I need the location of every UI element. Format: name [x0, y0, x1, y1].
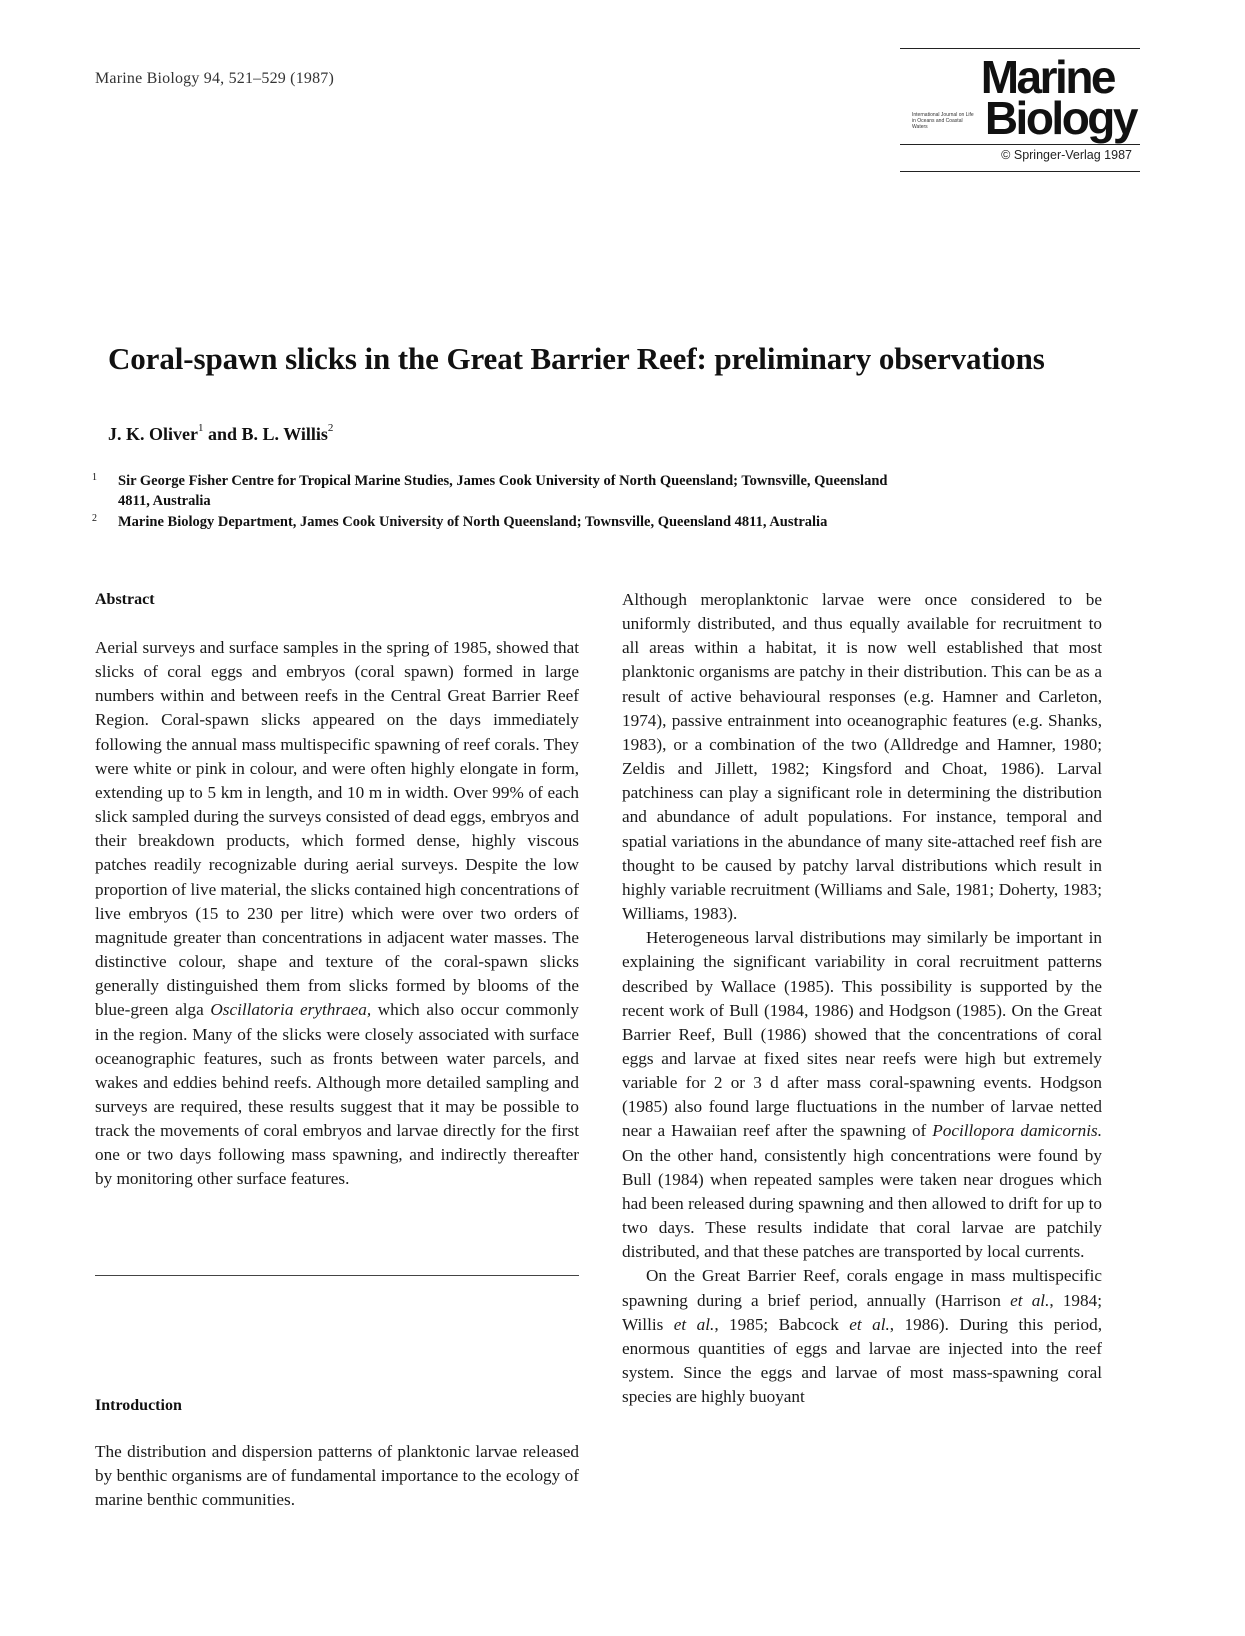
introduction-body	[95, 1440, 579, 1512]
abstract-heading: Abstract	[95, 591, 155, 608]
logo-bottom-rule	[900, 171, 1140, 172]
logo-middle-rule	[900, 144, 1140, 145]
logo-word-biology: Biology	[984, 92, 1136, 144]
logo-top-rule	[900, 48, 1140, 49]
introduction-heading: Introduction	[95, 1397, 182, 1414]
logo-tagline: International Journal on Life in Oceans and Coastal Waters	[912, 112, 974, 130]
journal-citation: Marine Biology 94, 521–529 (1987)	[95, 70, 335, 87]
article-title: Coral-spawn slicks in the Great Barrier Reef: preliminary observations	[108, 341, 1045, 376]
body-text-part: , 1985; Babcock	[714, 1314, 850, 1334]
et-al: et al.	[673, 1314, 715, 1334]
affiliation-mark: 2	[92, 513, 97, 524]
author-line	[108, 424, 333, 445]
affiliation-mark: 1	[92, 472, 97, 483]
species-name: Oscillatoria erythraea,	[210, 1000, 372, 1020]
logo-copyright: © Springer-Verlag 1987	[1001, 148, 1132, 162]
abstract-body	[95, 636, 579, 1192]
author-affiliation-mark: 2	[327, 422, 334, 434]
author-conjunction: and	[207, 424, 238, 444]
abstract-paragraph	[95, 636, 579, 1192]
body-text-part: On the Great Barrier Reef, corals engage in mass multispecific spawning during a brief period, annually (Harrison	[622, 1266, 1102, 1310]
et-al: et al.	[1010, 1290, 1050, 1310]
affiliation-2	[92, 512, 1152, 532]
abstract-text-part: which also occur commonly in the region. Many of the slicks were closely associated with surface oceanographic features, such as fronts between water parcels, and wakes and eddies behind reefs. Although more detailed sampling and surveys are required, these results suggest that it may be possible to track the movements of coral embryos and larvae directly for the first one or two days following mass spawning, and indirectly thereafter by monitoring other surface features.	[95, 1000, 579, 1189]
body-paragraph	[622, 1264, 1102, 1409]
author-name: B. L. Willis	[241, 424, 328, 444]
right-column-body	[622, 588, 1102, 1409]
body-text-part: Heterogeneous larval distributions may similarly be important in explaining the significant variability in coral recruitment patterns described by Wallace (1985). This possibility is supported by the recent work of Bull (1984, 1986) and Hodgson (1985). On the Great Barrier Reef, Bull (1986) showed that the concentrations of coral eggs and larvae at fixed sites near reefs were high but extremely variable for 2 or 3 d after mass coral-spawning events. Hodgson (1985) also found large fluctuations in the number of larvae netted near a Hawaiian reef after the spawning of	[622, 928, 1102, 1141]
affiliation-1	[92, 471, 1152, 511]
journal-logo	[900, 48, 1140, 174]
author-affiliation-mark: 1	[197, 422, 204, 434]
species-name: Pocillopora damicornis.	[932, 1121, 1102, 1141]
et-al: et al.	[849, 1314, 890, 1334]
abstract-text-part: Aerial surveys and surface samples in the spring of 1985, showed that slicks of coral eggs and embryos (coral spawn) formed in large numbers within and between reefs in the Central Great Barrier Reef Region. Coral-spawn slicks appeared on the days immediately following the annual mass multispecific spawning of reef corals. They were white or pink in colour, and were often highly elongate in form, extending up to 5 km in length, and 10 m in width. Over 99% of each slick sampled during the surveys consisted of dead eggs, embryos and their breakdown products, which formed dense, highly viscous patches readily recognizable during aerial surveys. Despite the low proportion of live material, the slicks contained high concentrations of live embryos (15 to 230 per litre) which were over two orders of magnitude greater than concentrations in adjacent water masses. The distinctive colour, shape and texture of the coral-spawn slicks generally distinguished them from slicks formed by blooms of the blue-green alga	[95, 638, 579, 1020]
affiliation-text: Marine Biology Department, James Cook University of North Queensland; Townsville, Queensland 4811, Australia	[118, 514, 828, 530]
body-paragraph: Although meroplanktonic larvae were once considered to be uniformly distributed, and thus equally available for recruitment to all areas within a habitat, it is now well established that most planktonic organisms are patchy in their distribution. This can be as a result of active behavioural responses (e.g. Hamner and Carleton, 1974), passive entrainment into oceanographic features (e.g. Shanks, 1983), or a combination of the two (Alldredge and Hamner, 1980; Zeldis and Jillett, 1982; Kingsford and Choat, 1986). Larval patchiness can play a significant role in determining the distribution and abundance of adult populations. For instance, temporal and spatial variations in the abundance of many site-attached reef fish are thought to be caused by patchy larval distributions which result in highly variable recruitment (Williams and Sale, 1981; Doherty, 1983; Williams, 1983).	[622, 590, 1102, 924]
body-paragraph	[622, 926, 1102, 1264]
introduction-paragraph: The distribution and dispersion patterns of planktonic larvae released by benthic organisms are of fundamental importance to the ecology of marine benthic communities.	[95, 1442, 579, 1510]
logo-word-marine: Marine	[980, 51, 1114, 103]
body-text-part: , 1986). During this period, enormous quantities of eggs and larvae are injected into the reef system. Since the eggs and larvae of most mass-spawning coral species are highly buoyant	[622, 1314, 1102, 1407]
body-text-part: On the other hand, consistently high concentrations were found by Bull (1984) when repeated samples were taken near drogues which had been released during spawning and then allowed to drift for up to two days. These results indidate that coral larvae are patchily distributed, and that these patches are transported by local currents.	[622, 1145, 1102, 1262]
body-text-part: , 1984; Willis	[622, 1290, 1102, 1334]
author-name: J. K. Oliver	[108, 424, 198, 444]
section-divider	[95, 1275, 579, 1276]
affiliation-text: Sir George Fisher Centre for Tropical Marine Studies, James Cook University of North Queensland; Townsville, Queensland 4811, Australia	[118, 473, 888, 509]
